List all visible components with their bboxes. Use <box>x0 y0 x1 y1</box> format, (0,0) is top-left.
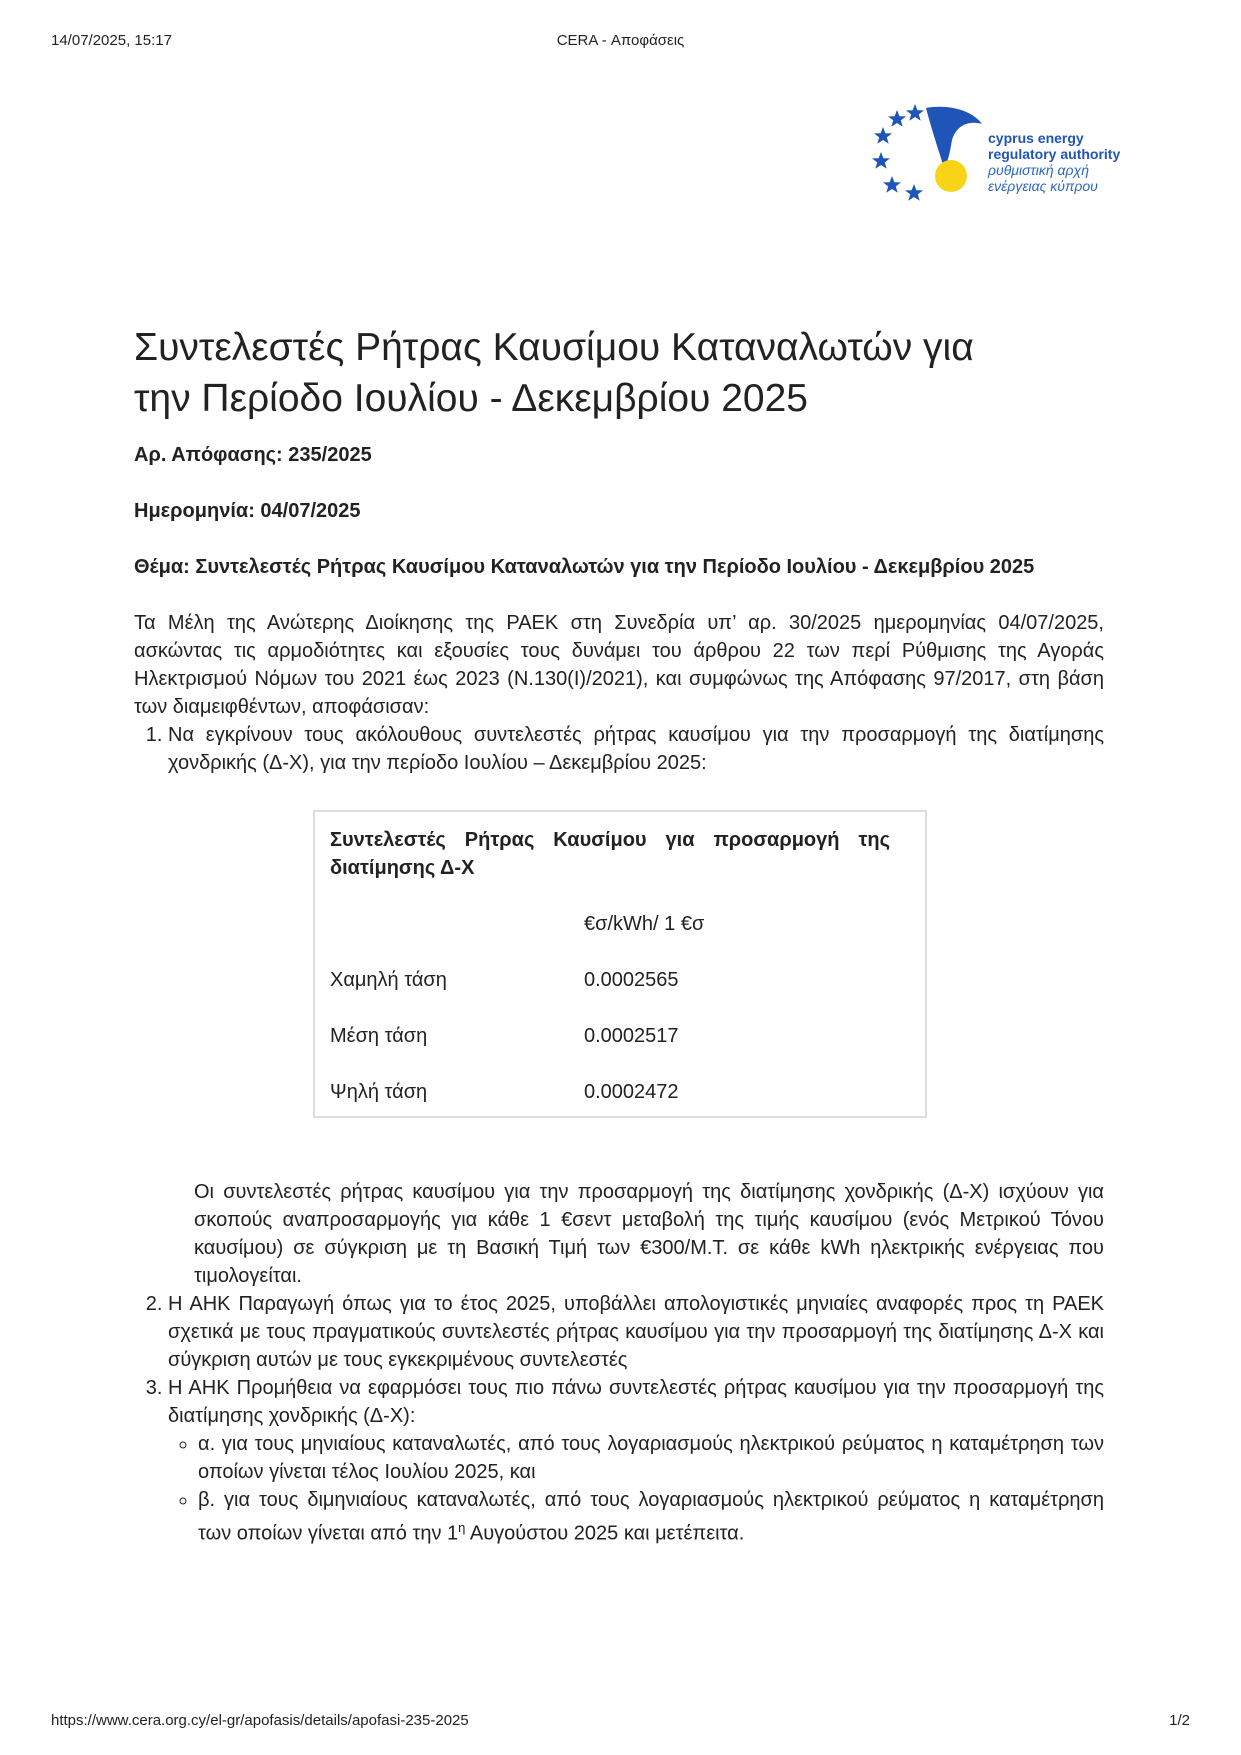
cera-logo <box>868 100 1168 210</box>
table-row <box>330 1022 910 1050</box>
logo-line-4: ενέργειας κύπρου <box>988 178 1098 194</box>
sub-item-b-text-post: Αυγούστου 2025 και μετέπειτα. <box>465 1522 745 1545</box>
logo-line-3: ρυθμιστική αρχή <box>988 162 1089 178</box>
table-header-row <box>330 910 910 938</box>
cera-logo-text <box>988 130 1120 194</box>
print-timestamp: 14/07/2025, 15:17 <box>51 32 172 49</box>
table-row <box>330 966 910 994</box>
sub-item-b-text-pre: β. για τους διμηνιαίους καταναλωτές, από τους λογαριασμούς ηλεκτρικού ρεύματος η καταμέτρηση των οποίων γίνεται από την 1 <box>198 1489 1104 1545</box>
table-row-value: 0.0002565 <box>584 969 679 991</box>
table-row-value: 0.0002517 <box>584 1025 679 1047</box>
print-page-title: CERA - Αποφάσεις <box>556 32 685 49</box>
decision-item-2 <box>168 1290 1104 1374</box>
title-line-2: την Περίοδο Ιουλίου - Δεκεμβρίου 2025 <box>134 377 808 420</box>
sub-item-b-sup: η <box>458 1520 466 1535</box>
decision-list <box>134 721 1104 1548</box>
sub-item-a <box>198 1430 1104 1486</box>
cera-logo-emblem <box>868 100 993 210</box>
logo-line-2: regulatory authority <box>988 146 1121 162</box>
decision-item-3-text: Η ΑΗΚ Προμήθεια να εφαρμόσει τους πιο πάνω συντελεστές ρήτρας καυσίμου για την προσαρμογή της διατίμησης χονδρικής (Δ-Χ): <box>168 1377 1104 1427</box>
table-unit: €σ/kWh/ 1 €σ <box>584 913 705 935</box>
decision-item-1-text: Να εγκρίνουν τους ακόλουθους συντελεστές ρήτρας καυσίμου για την προσαρμογή της διατίμησης χονδρικής (Δ-Χ), για την περίοδο Ιουλίου – Δεκεμβρίου 2025: <box>168 724 1104 774</box>
table-row-value: 0.0002472 <box>584 1081 679 1103</box>
decision-date: Ημερομηνία: 04/07/2025 <box>134 500 361 522</box>
item-1-body <box>134 810 1104 1290</box>
print-header <box>51 32 1190 52</box>
table-title: Συντελεστές Ρήτρας Καυσίμου για προσαρμογή της διατίμησης Δ-Χ <box>330 829 890 879</box>
decision-number: Αρ. Απόφασης: 235/2025 <box>134 444 372 466</box>
table-row-label: Μέση τάση <box>330 1025 428 1047</box>
decision-subject: Θέμα: Συντελεστές Ρήτρας Καυσίμου Καταναλωτών για την Περίοδο Ιουλίου - Δεκεμβρίου 2025 <box>134 556 1035 578</box>
intro-paragraph: Τα Μέλη της Ανώτερης Διοίκησης της ΡΑΕΚ στη Συνεδρία υπ’ αρ. 30/2025 ημερομηνίας 04/07/2025, ασκώντας τις αρμοδιότητες και εξουσίες τους δυνάμει του άρθρου 22 των περί Ρύθμισης της Αγοράς Ηλεκτρισμού Νόμων του 2021 έως 2023 (Ν.130(Ι)/2021), και συμφώνως της Απόφασης 97/2017, στη βάση των διαμειφθέντων, αποφάσισαν: <box>134 612 1104 718</box>
sub-item-b <box>198 1486 1104 1548</box>
print-footer <box>51 1712 1190 1732</box>
table-row <box>330 1078 910 1106</box>
table-row-label: Χαμηλή τάση <box>330 969 447 991</box>
item-1-note: Οι συντελεστές ρήτρας καυσίμου για την προσαρμογή της διατίμησης χονδρικής (Δ-Χ) ισχύουν για σκοπούς αναπροσαρμογής για κάθε 1 €σεντ μεταβολή της τιμής καυσίμου (ενός Μετρικού Τόνου καυσίμου) σε σύγκριση με τη Βασική Τιμή των €300/Μ.Τ. σε κάθε kWh ηλεκτρικής ενέργειας που τιμολογείται. <box>194 1181 1104 1287</box>
item-3-sublist <box>168 1430 1104 1548</box>
table-row-label: Ψηλή τάση <box>330 1081 428 1103</box>
page-title <box>134 322 1104 424</box>
coefficients-table <box>313 810 927 1118</box>
title-line-1: Συντελεστές Ρήτρας Καυσίμου Καταναλωτών για <box>134 326 974 369</box>
print-url: https://www.cera.org.cy/el-gr/apofasis/details/apofasi-235-2025 <box>51 1712 469 1729</box>
decision-item-2-text: Η ΑΗΚ Παραγωγή όπως για το έτος 2025, υποβάλλει απολογιστικές μηνιαίες αναφορές προς τη ΡΑΕΚ σχετικά με τους πραγματικούς συντελεστές ρήτρας καυσίμου για την προσαρμογή της διατίμησης Δ-Χ και σύγκριση αυτών με τους εγκεκριμένους συντελεστές <box>168 1293 1104 1371</box>
decision-item-3 <box>168 1374 1104 1548</box>
decision-content <box>134 322 1104 1548</box>
sub-item-a-text: α. για τους μηνιαίους καταναλωτές, από τους λογαριασμούς ηλεκτρικού ρεύματος η καταμέτρηση των οποίων γίνεται τέλος Ιουλίου 2025, και <box>198 1433 1104 1483</box>
decision-item-1 <box>168 721 1104 1290</box>
logo-line-1: cyprus energy <box>988 130 1084 146</box>
print-page-number: 1/2 <box>1169 1712 1190 1729</box>
